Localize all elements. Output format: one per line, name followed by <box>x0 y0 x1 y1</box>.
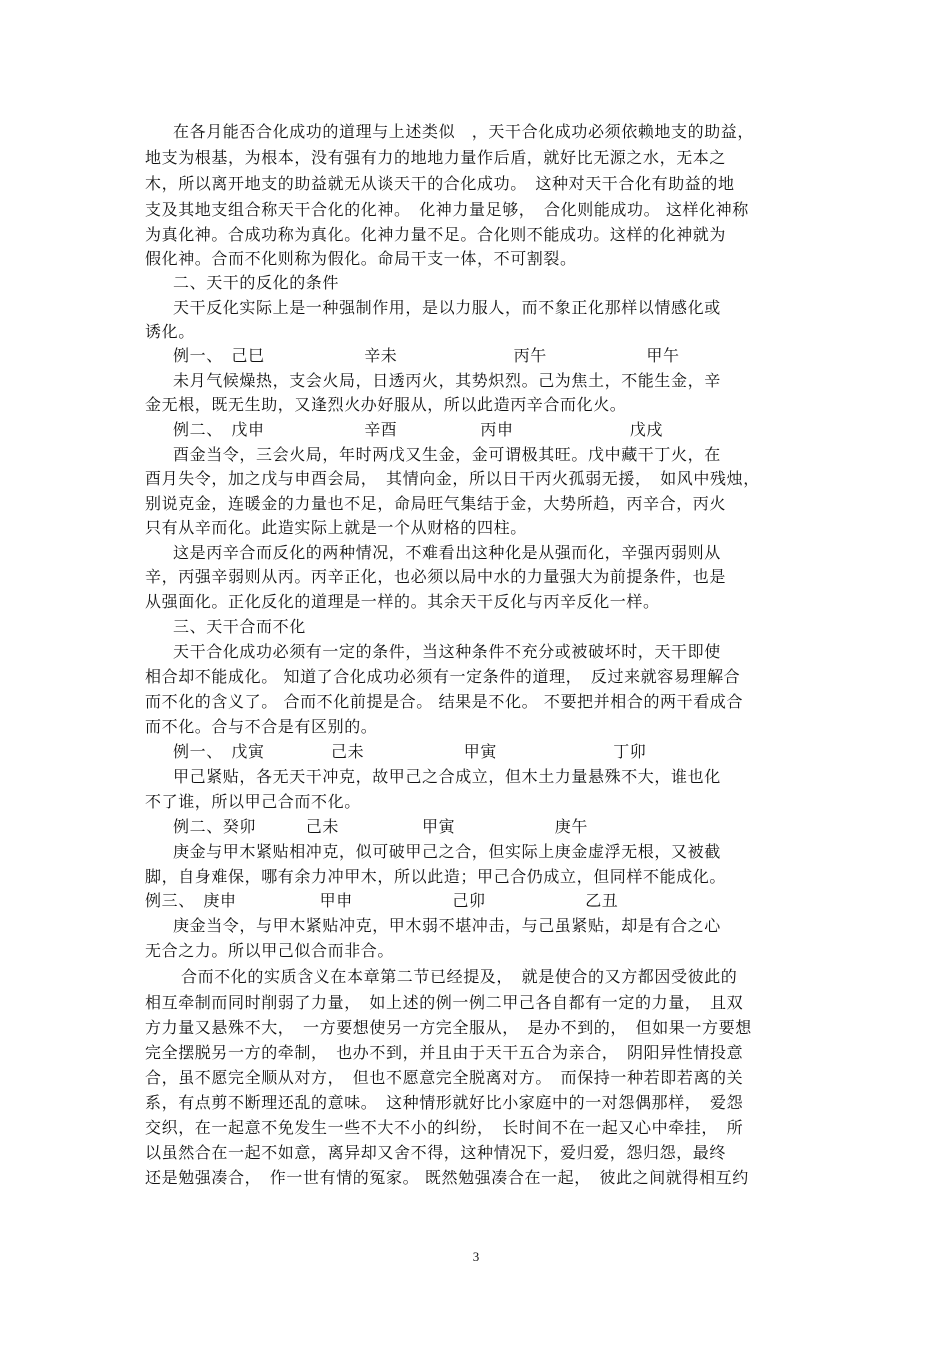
text-line: 金无根，既无生助，又逢烈火办好服从，所以此造丙辛合而化火。 <box>145 395 627 414</box>
text-line: 辛，丙强辛弱则从丙。丙辛正化，也必须以局中水的力量强大为前提条件，也是 <box>145 567 727 586</box>
text-line: 诱化。 <box>145 322 195 341</box>
text-line: 还是勉强凑合， 作一世有情的冤家。 既然勉强凑合在一起， 彼此之间就得相互约 <box>145 1168 749 1187</box>
text-line: 天干合化成功必须有一定的条件，当这种条件不充分或被破坏时，天干即使 <box>173 642 721 661</box>
text-line: 别说克金，连暖金的力量也不足，命局旺气集结于金，大势所趋，丙辛合，丙火 <box>145 494 727 513</box>
example-line: 例一、 己巳 辛未 丙午 甲午 <box>173 346 680 365</box>
text-line: 方力量又悬殊不大， 一方要想使另一方完全服从， 是办不到的， 但如果一方要想 <box>145 1018 752 1037</box>
text-line: 完全摆脱另一方的牵制， 也办不到，并且由于天干五合为亲合， 阴阳异性情投意 <box>145 1043 744 1062</box>
example-line: 例二、 戊申 辛酉 丙申 戊戌 <box>173 420 664 439</box>
text-line: 无合之力。所以甲己似合而非合。 <box>145 941 395 960</box>
text-line: 脚，自身难保，哪有余力冲甲木，所以此造；甲己合仍成立，但同样不能成化。 <box>145 867 727 886</box>
page-number: 3 <box>472 1249 480 1264</box>
text-line: 酉金当令，三会火局，年时两戊又生金，金可谓极其旺。戊中藏干丁火，在 <box>173 445 721 464</box>
text-line: 酉月失令，加之戊与申酉会局， 其情向金，所以日干丙火孤弱无援， 如风中残烛， <box>145 469 760 488</box>
section-heading: 二、天干的反化的条件 <box>173 273 340 292</box>
text-line: 以虽然合在一起不如意，离异却又舍不得，这种情况下，爱归爱，怨归怨，最终 <box>145 1143 727 1162</box>
text-line: 这是丙辛合而反化的两种情况，不难看出这种化是从强而化，辛强丙弱则从 <box>173 543 721 562</box>
text-line: 相互牵制而同时削弱了力量， 如上述的例一例二甲己各自都有一定的力量， 且双 <box>145 993 744 1012</box>
example-line: 例二、癸卯 己未 甲寅 庚午 <box>173 817 589 836</box>
example-line: 例三、 庚申 甲申 己卯 乙丑 <box>145 891 619 910</box>
text-line: 甲己紧贴，各无天干冲克，故甲己之合成立，但木土力量悬殊不大，谁也化 <box>173 767 721 786</box>
text-line: 木，所以离开地支的助益就无从谈天干的合化成功。 这种对天干合化有助益的地 <box>145 174 735 193</box>
text-line: 合，虽不愿完全顺从对方， 但也不愿意完全脱离对方。 而保持一种若即若离的关 <box>145 1068 744 1087</box>
text-line: 地支为根基，为根本，没有强有力的地地力量作后盾，就好比无源之水，无本之 <box>145 148 727 167</box>
text-line: 相合却不能成化。 知道了合化成功必须有一定条件的道理， 反过来就容易理解合 <box>145 667 741 686</box>
text-line: 假化神。合而不化则称为假化。命局干支一体，不可割裂。 <box>145 249 577 268</box>
text-line: 支及其地支组合称天干合化的化神。 化神力量足够， 合化则能成功。 这样化神称 <box>145 200 749 219</box>
text-line: 为真化神。合成功称为真化。化神力量不足。合化则不能成功。这样的化神就为 <box>145 225 727 244</box>
text-line: 在各月能否合化成功的道理与上述类似 ，天干合化成功必须依赖地支的助益， <box>173 122 755 141</box>
text-line: 而不化的含义了。 合而不化前提是合。 结果是不化。 不要把并相合的两干看成合 <box>145 692 744 711</box>
text-line: 只有从辛而化。此造实际上就是一个从财格的四柱。 <box>145 518 527 537</box>
section-heading: 三、天干合而不化 <box>173 617 306 636</box>
text-line: 交织，在一起意不免发生一些不大不小的纠纷， 长时间不在一起又心中牵挂， 所 <box>145 1118 744 1137</box>
text-line: 未月气候燥热，支会火局，日透丙火，其势炽烈。己为焦土，不能生金，辛 <box>173 371 721 390</box>
example-line: 例一、 戊寅 己未 甲寅 丁卯 <box>173 742 647 761</box>
text-line: 庚金与甲木紧贴相冲克，似可破甲己之合，但实际上庚金虚浮无根，又被截 <box>173 842 721 861</box>
text-line: 合而不化的实质含义在本章第二节已经提及， 就是使合的又方都因受彼此的 <box>181 967 738 986</box>
text-line: 而不化。合与不合是有区别的。 <box>145 717 378 736</box>
text-line: 庚金当令，与甲木紧贴冲克，甲木弱不堪冲击，与己虽紧贴，却是有合之心 <box>173 916 721 935</box>
text-line: 天干反化实际上是一种强制作用，是以力服人，而不象正化那样以情感化或 <box>173 298 721 317</box>
text-line: 不了谁，所以甲己合而不化。 <box>145 792 361 811</box>
text-line: 从强面化。正化反化的道理是一样的。其余天干反化与丙辛反化一样。 <box>145 592 660 611</box>
text-line: 系，有点剪不断理还乱的意味。 这种情形就好比小家庭中的一对怨偶那样， 爱怨 <box>145 1093 744 1112</box>
